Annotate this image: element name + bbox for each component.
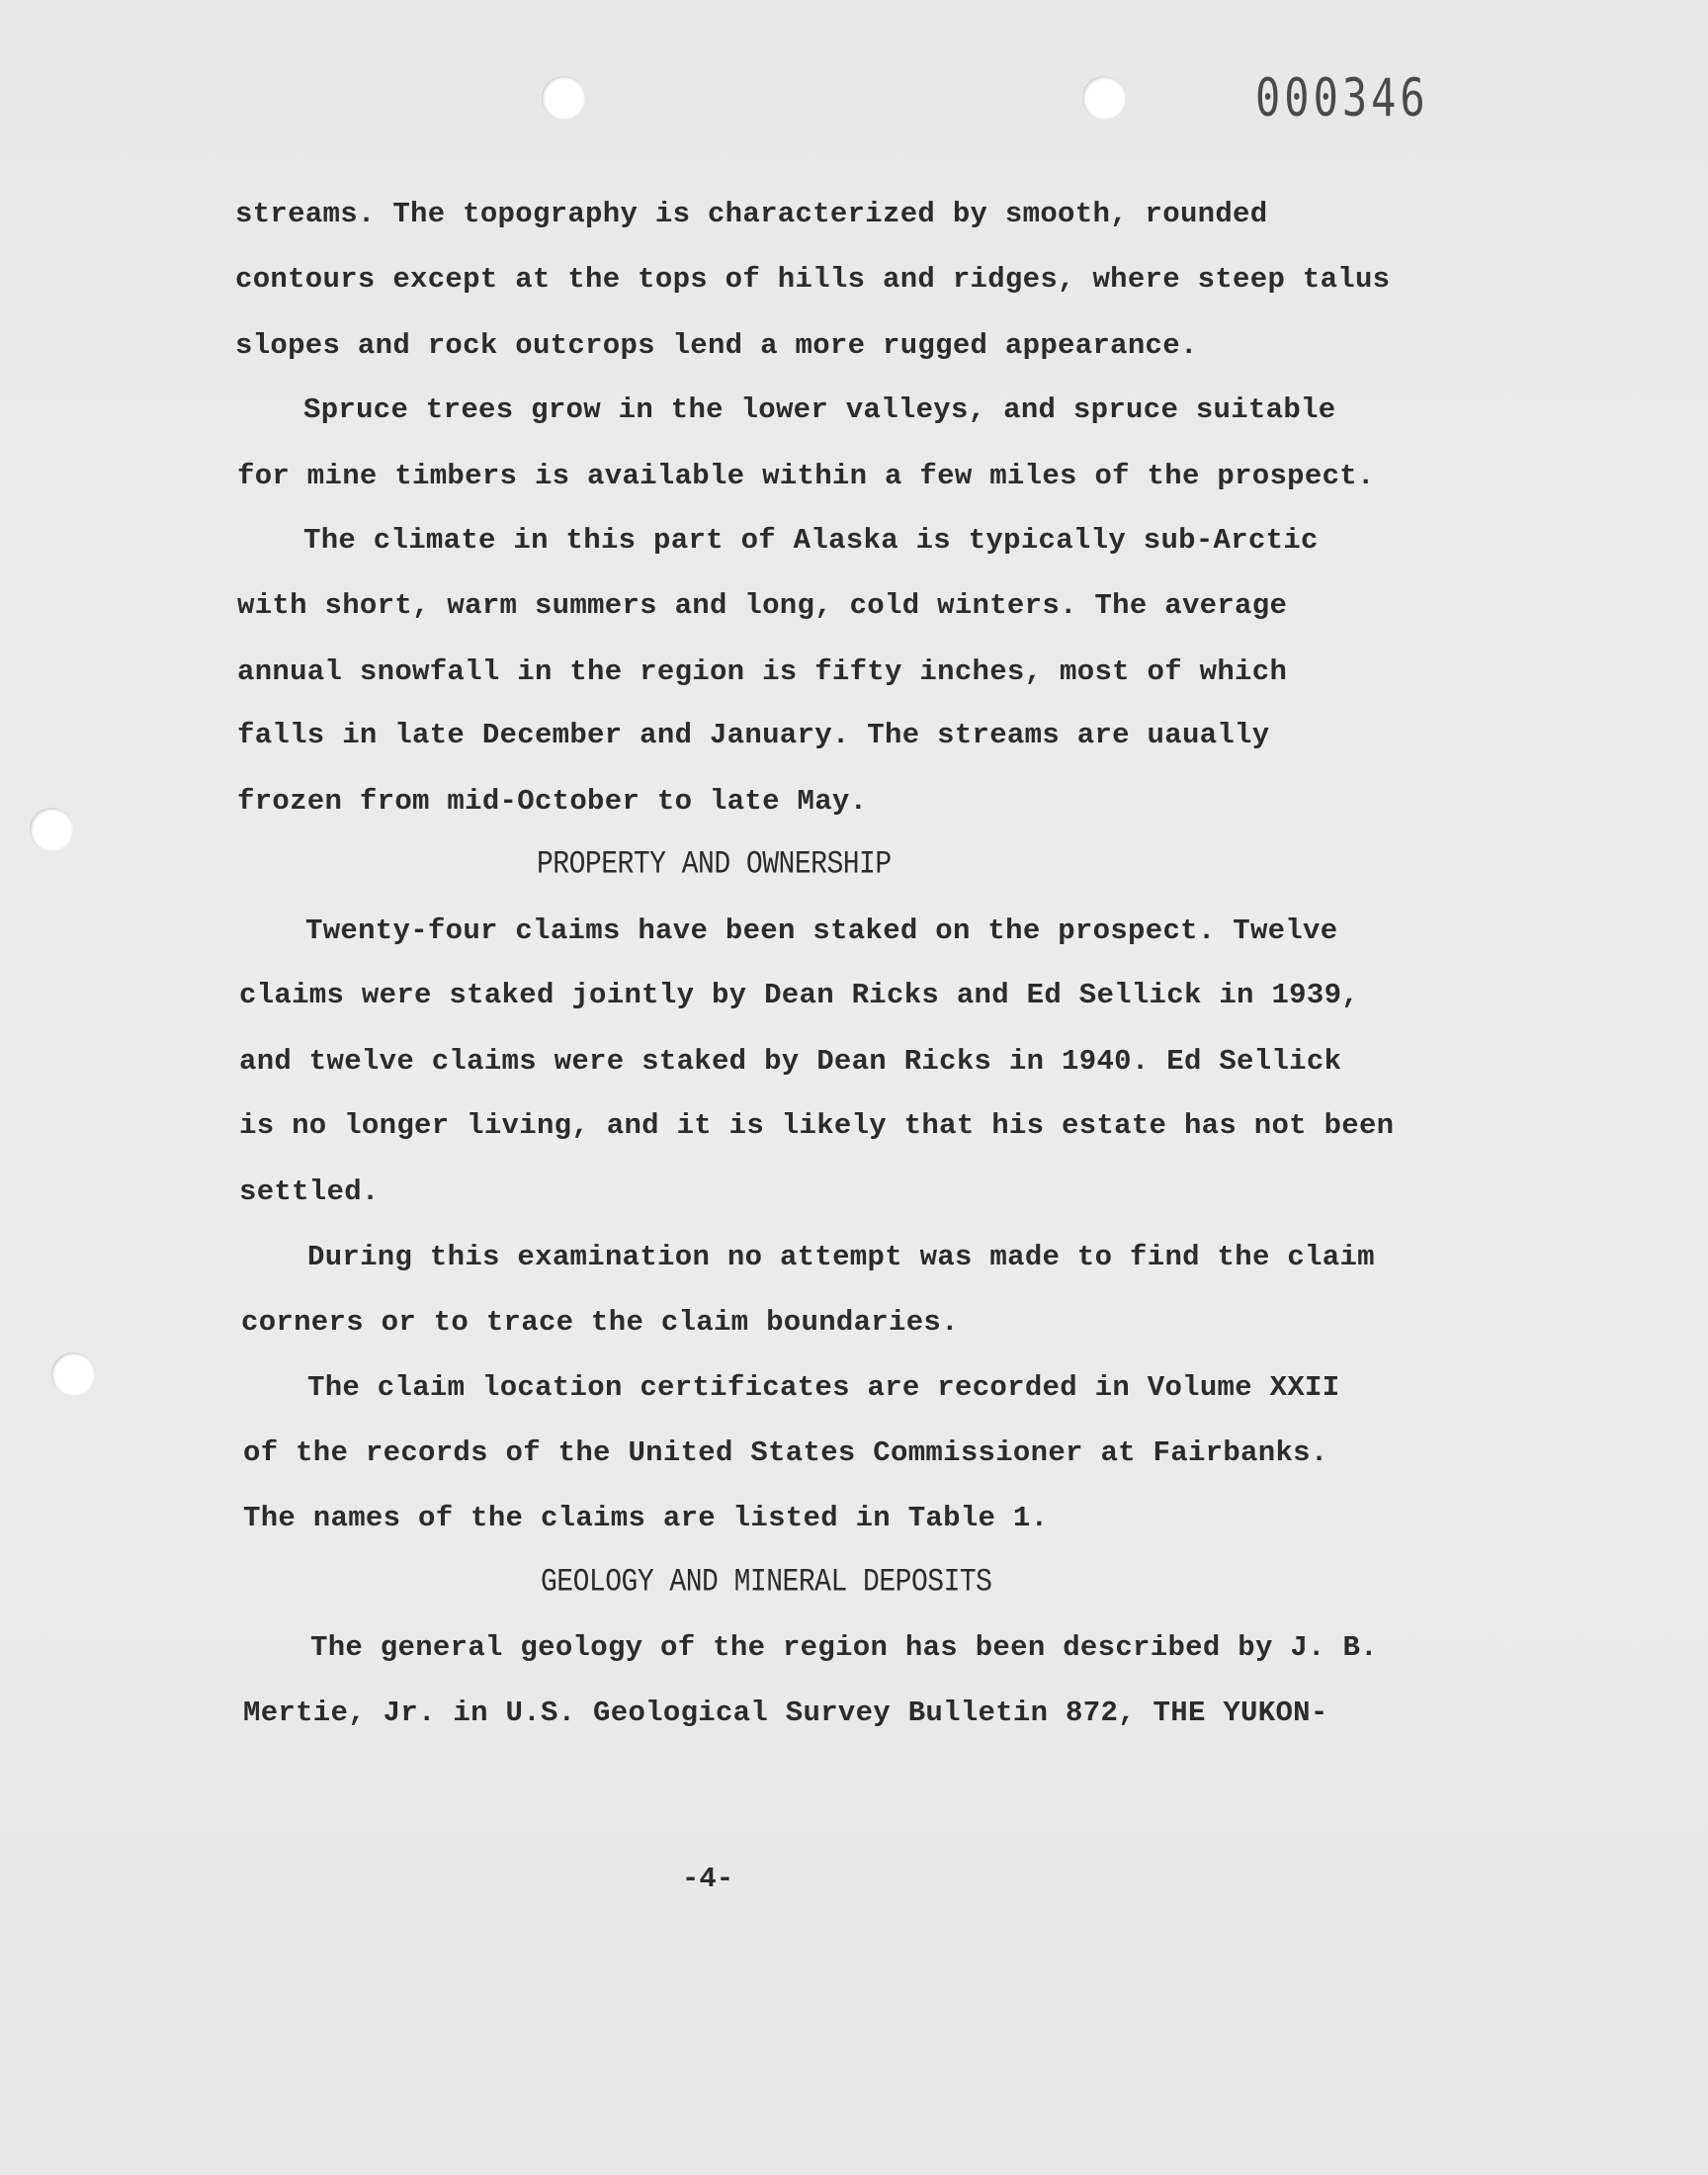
body-text-line: slopes and rock outcrops lend a more rugged appearance. [235,329,1198,362]
body-text-line: The names of the claims are listed in Table 1. [243,1502,1049,1534]
body-text-line: The general geology of the region has been described by J. B. [310,1631,1378,1664]
body-text-line: contours except at the tops of hills and ridges, where steep talus [235,263,1391,296]
body-text-line: corners or to trace the claim boundaries. [241,1306,959,1339]
punch-hole-top-right [1082,76,1126,120]
body-text-line: streams. The topography is characterized by smooth, rounded [235,198,1268,230]
punch-hole-side-upper [30,808,73,851]
body-text-line: and twelve claims were staked by Dean Ricks in 1940. Ed Sellick [239,1045,1342,1078]
body-text-line: Spruce trees grow in the lower valleys, and spruce suitable [303,393,1336,426]
body-text-line: The climate in this part of Alaska is typically sub-Arctic [303,524,1319,557]
page-number: -4- [682,1863,734,1895]
body-text-line: The claim location certificates are recorded in Volume XXII [307,1371,1340,1404]
body-text-line: of the records of the United States Commissioner at Fairbanks. [243,1436,1328,1469]
punch-hole-side-lower [51,1352,95,1396]
body-text-line: falls in late December and January. The streams are uaually [237,719,1270,751]
body-text-line: settled. [239,1175,380,1208]
body-text-line: is no longer living, and it is likely that his estate has not been [239,1109,1395,1142]
document-number-stamp: 000346 [1255,67,1429,129]
body-text-line: During this examination no attempt was made to find the claim [307,1241,1375,1273]
section-heading-property: PROPERTY AND OWNERSHIP [537,847,892,883]
body-text-line: Mertie, Jr. in U.S. Geological Survey Bulletin 872, THE YUKON- [243,1696,1328,1729]
body-text-line: claims were staked jointly by Dean Ricks and Ed Sellick in 1939, [239,979,1359,1011]
body-text-line: with short, warm summers and long, cold winters. The average [237,589,1288,622]
section-heading-geology: GEOLOGY AND MINERAL DEPOSITS [541,1565,992,1601]
body-text-line: for mine timbers is available within a few miles of the prospect. [237,460,1375,492]
body-text-line: annual snowfall in the region is fifty inches, most of which [237,655,1288,688]
punch-hole-top-left [542,76,585,120]
body-text-line: Twenty-four claims have been staked on the prospect. Twelve [305,914,1338,947]
body-text-line: frozen from mid-October to late May. [237,785,868,818]
